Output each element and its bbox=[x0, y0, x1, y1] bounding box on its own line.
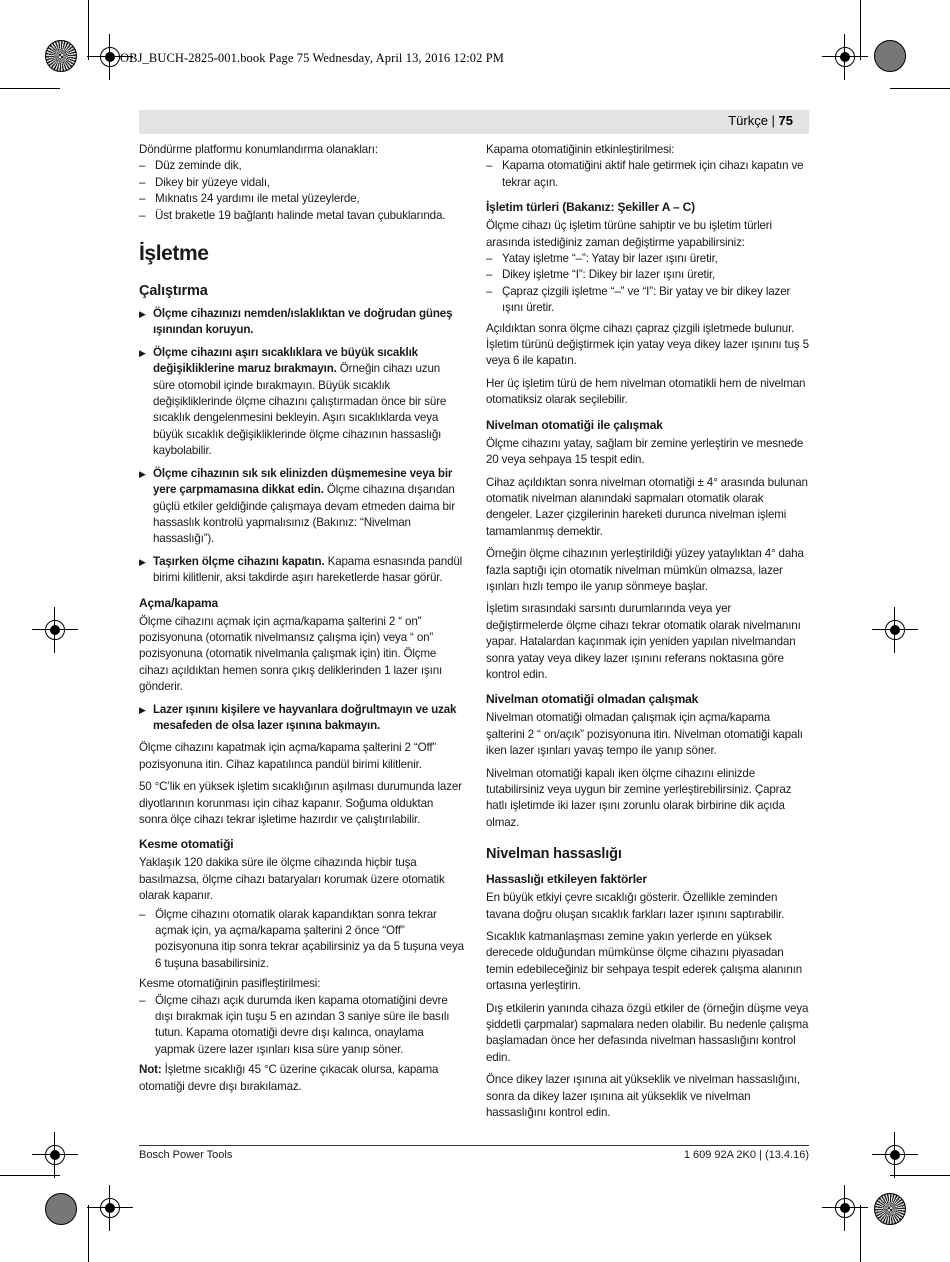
crop-mark bbox=[860, 1205, 861, 1262]
warning-item: ▶ Ölçme cihazınızı nemden/ıslaklıktan ve doğrudan güneş ışınından koruyun. bbox=[139, 307, 453, 337]
subheading: Nivelman otomatiği ile çalışmak bbox=[486, 417, 663, 432]
list-item: – Dikey işletme “I”: Dikey bir lazer ışını üretir, bbox=[486, 268, 716, 282]
footer-rule bbox=[139, 1145, 809, 1146]
warning-item: ▶ Ölçme cihazının sık sık elinizden düşmemesine veya bir yere çarpmamasına dikkat edin. Ölçme cihazına dışarıdan güçlü etkiler geldiğinde çalışmaya devam etmeden daima bir hassaslık kontrolü yapmalısınız (Bakınız: “Nivelman hassaslığı”). bbox=[139, 466, 455, 546]
list-item: – Dikey bir yüzeye vidalı, bbox=[139, 175, 270, 189]
list-item: – Üst braketle 19 bağlantı halinde metal tavan çubuklarında. bbox=[139, 208, 446, 222]
language-label: Türkçe bbox=[728, 113, 768, 128]
crop-mark bbox=[0, 1175, 60, 1176]
paragraph: Nivelman otomatiği kapalı iken ölçme cihazını elinizde tutabilirsiniz veya uygun bir zemine yerleştirebilirsiniz. Çapraz hatlı işletimde iki lazer ışını zorunlu olarak birbirine dik açıda olmaz. bbox=[486, 766, 792, 829]
page-number: 75 bbox=[778, 113, 793, 128]
crop-mark bbox=[88, 0, 89, 60]
paragraph: Ölçme cihazını yatay, sağlam bir zemine yerleştirin ve mesnede 20 veya sehpaya 15 tespit edin. bbox=[486, 436, 804, 467]
color-wheel-mark bbox=[45, 40, 77, 72]
subsection-title: Nivelman hassaslığı bbox=[486, 846, 622, 863]
paragraph: Kesme otomatiğinin pasifleştirilmesi: bbox=[139, 977, 321, 991]
registration-mark bbox=[880, 615, 910, 645]
registration-mark bbox=[880, 1140, 910, 1170]
paragraph: İşletim sırasındaki sarsıntı durumlarında veya yer değiştirmelerde ölçme cihazı tekrar otomatik olarak nivelmanını yapar. Hatalardan kaçınmak için yeniden yapılan nivelmandan sonra yatay veya dikey lazer ışınını referans noktasına göre kontrol edin. bbox=[486, 602, 801, 681]
list-item: – Yatay işletme “–”: Yatay bir lazer ışını üretir, bbox=[486, 252, 718, 266]
subheading: Kesme otomatiği bbox=[139, 837, 234, 852]
crop-mark bbox=[0, 88, 60, 89]
note: Not: İşletme sıcaklığı 45 °C üzerine çıkacak olursa, kapama otomatiği devre dışı bırakılamaz. bbox=[139, 1063, 439, 1093]
list-item: – Düz zeminde dik, bbox=[139, 159, 242, 173]
list-item: – Ölçme cihazını otomatik olarak kapandıktan sonra tekrar açmak için, ya açma/kapama şalterini 2 önce “Off” pozisyonuna itip sonra tekrar açabilirsiniz ya da 5 tuşuna veya 6 tuşuna basabilirsiniz. bbox=[139, 907, 464, 970]
crop-mark bbox=[860, 0, 861, 60]
intro-text: Döndürme platformu konumlandırma olanakları: bbox=[139, 143, 378, 156]
paragraph: Ölçme cihazı üç işletim türüne sahiptir ve bu işletim türleri arasında istediğiniz zaman değiştirme yapabilirsiniz: bbox=[486, 219, 772, 249]
subsection-title: Çalıştırma bbox=[139, 283, 208, 300]
paragraph: 50 °C’lik en yüksek işletim sıcaklığının aşılması durumunda lazer diyotlarının korunması için cihaz kapanır. Soğuma olduktan sonra ölçe cihazı tekrar işletime hazırdır ve çalıştırılabilir. bbox=[139, 780, 462, 826]
crop-mark bbox=[890, 1175, 950, 1176]
list-item: – Çapraz çizgili işletme “–” ve “I”: Bir yatay ve bir dikey lazer ışını üretir. bbox=[486, 284, 791, 315]
left-column bbox=[139, 142, 464, 1101]
registration-mark bbox=[40, 1140, 70, 1170]
paragraph: Ölçme cihazını açmak için açma/kapama şalterini 2 “ on” pozisyonuna (otomatik nivelmansız çalışma için) veya “ on” pozisyonuna (otomatik nivelmanla çalışmak için) itin. Ölçme cihazı açıldıktan hemen sonra çıkış deliklerinden 1 lazer ışını gönderir. bbox=[139, 614, 443, 694]
subheading: Hassaslığı etkileyen faktörler bbox=[486, 872, 647, 887]
paragraph: Önce dikey lazer ışınına ait yükseklik ve nivelman hassaslığını, sonra da dikey lazer ışınına ait yükseklik ve nivelman hassaslığını kontrol edin. bbox=[486, 1073, 800, 1120]
registration-mark bbox=[40, 615, 70, 645]
list-item: – Ölçme cihazı açık durumda iken kapama otomatiğini devre dışı bırakmak için tuşu 5 en azından 3 saniye süre ile basılı tutun. Kapama otomatiği devre dışı kalınca, onaylama yapmak üzere lazer ışınları kısa süre yanıp söner. bbox=[139, 993, 450, 1056]
color-wheel-mark bbox=[874, 1193, 906, 1225]
paragraph: Her üç işletim türü de hem nivelman otomatikli hem de nivelman otomatiksiz olarak seçilebilir. bbox=[486, 376, 806, 407]
paragraph: Sıcaklık katmanlaşması zemine yakın yerlerde en yüksek derecede olduğundan mümkünse ölçme cihazını piyasadan temin edebileceğiniz bir sehpaya tespit ederek çalışma alanının ortasına yerleştirin. bbox=[486, 930, 803, 993]
warning-item: ▶ Ölçme cihazını aşırı sıcaklıklara ve büyük sıcaklık değişikliklerine maruz bırakmayın. Örneğin cihazı uzun süre otomobil içinde bırakmayın. Büyük sıcaklık değişikliklerinde ölçme cihazını çalıştırmadan önce bir süre sıcaklık dengelenmesini bekleyin. Aşırı sıcaklıklarda veya büyük sıcaklık değişikliklerinde ölçme cihazının hassaslığı kaybolabilir. bbox=[139, 345, 447, 458]
book-info-line: OBJ_BUCH-2825-001.book Page 75 Wednesday, April 13, 2016 12:02 PM bbox=[120, 51, 504, 65]
paragraph: Açıldıktan sonra ölçme cihazı çapraz çizgili işletmede bulunur. İşletim türünü değiştirmek için yatay veya dikey lazer ışınını tuş 5 veya 6 ile kapatın. bbox=[486, 321, 809, 368]
warning-item: ▶ Lazer ışınını kişilere ve hayvanlara doğrultmayın ve uzak mesafeden de olsa lazer ışınına bakmayın. bbox=[139, 702, 457, 732]
paragraph: Kapama otomatiğinin etkinleştirilmesi: bbox=[486, 143, 675, 156]
section-title: İşletme bbox=[139, 242, 209, 266]
registration-mark bbox=[95, 1193, 125, 1223]
color-wheel-mark bbox=[45, 1193, 77, 1225]
paragraph: Ölçme cihazını kapatmak için açma/kapama şalterini 2 “Off” pozisyonuna itin. Cihaz kapatılınca pandül birimi kilitlenir. bbox=[139, 741, 437, 771]
list-item: – Kapama otomatiğini aktif hale getirmek için cihazı kapatın ve tekrar açın. bbox=[486, 159, 804, 189]
paragraph: Cihaz açıldıktan sonra nivelman otomatiği ± 4° arasında bulunan otomatik nivelman alanındaki sapmaları otomatik olarak dengeler. Lazer çizgilerinin hareketi durunca nivelman işlemi tamamlanmış demektir. bbox=[486, 475, 808, 538]
paragraph: Dış etkilerin yanında cihaza özgü etkiler de (örneğin düşme veya şiddetli çarpmalar) sapmalara neden olabilir. Bu nedenle çalışma başlamadan önce her defasında nivelman hassaslığını kontrol edin. bbox=[486, 1001, 809, 1064]
footer-brand: Bosch Power Tools bbox=[139, 1149, 233, 1161]
subheading: Açma/kapama bbox=[139, 595, 219, 610]
paragraph: Nivelman otomatiği olmadan çalışmak için açma/kapama şalterini 2 “ on/açık” pozisyonuna itin. Nivelman otomatiği kapalı iken lazer ışınları yavaş tempo ile yanıp söner. bbox=[486, 711, 803, 758]
warning-item: ▶ Taşırken ölçme cihazını kapatın. Kapama esnasında pandül birimi kilitlenir, aksi takdirde aşırı hareketlerde hasar görür. bbox=[139, 554, 463, 585]
registration-mark bbox=[830, 42, 860, 72]
crop-mark bbox=[890, 88, 950, 89]
registration-mark bbox=[830, 1193, 860, 1223]
paragraph: Yaklaşık 120 dakika süre ile ölçme cihazında hiçbir tuşa basılmazsa, ölçme cihazı bataryaları korumak üzere otomatik olarak kapanır. bbox=[139, 856, 445, 903]
footer-code: 1 609 92A 2K0 | (13.4.16) bbox=[683, 1149, 809, 1161]
right-column bbox=[486, 142, 809, 1128]
crop-mark bbox=[88, 1205, 89, 1262]
page-header-label: Türkçe | 75 bbox=[728, 113, 793, 128]
list-item: – Mıknatıs 24 yardımı ile metal yüzeylerde, bbox=[139, 192, 360, 206]
subheading: Nivelman otomatiği olmadan çalışmak bbox=[486, 692, 699, 707]
color-wheel-mark bbox=[874, 40, 906, 72]
running-header bbox=[139, 110, 809, 134]
subheading: İşletim türleri (Bakanız: Şekiller A – C) bbox=[486, 200, 696, 215]
paragraph: En büyük etkiyi çevre sıcaklığı gösterir. Özellikle zeminden tavana doğru oluşan sıcaklık farkları lazer ışınını saptırabilir. bbox=[486, 891, 785, 921]
paragraph: Örneğin ölçme cihazının yerleştirildiği yüzey yataylıktan 4° daha fazla saptığı için otomatik nivelman mümkün olmazsa, lazer ışınları hızlı tempo ile yanıp sönmeye başlar. bbox=[486, 547, 804, 593]
